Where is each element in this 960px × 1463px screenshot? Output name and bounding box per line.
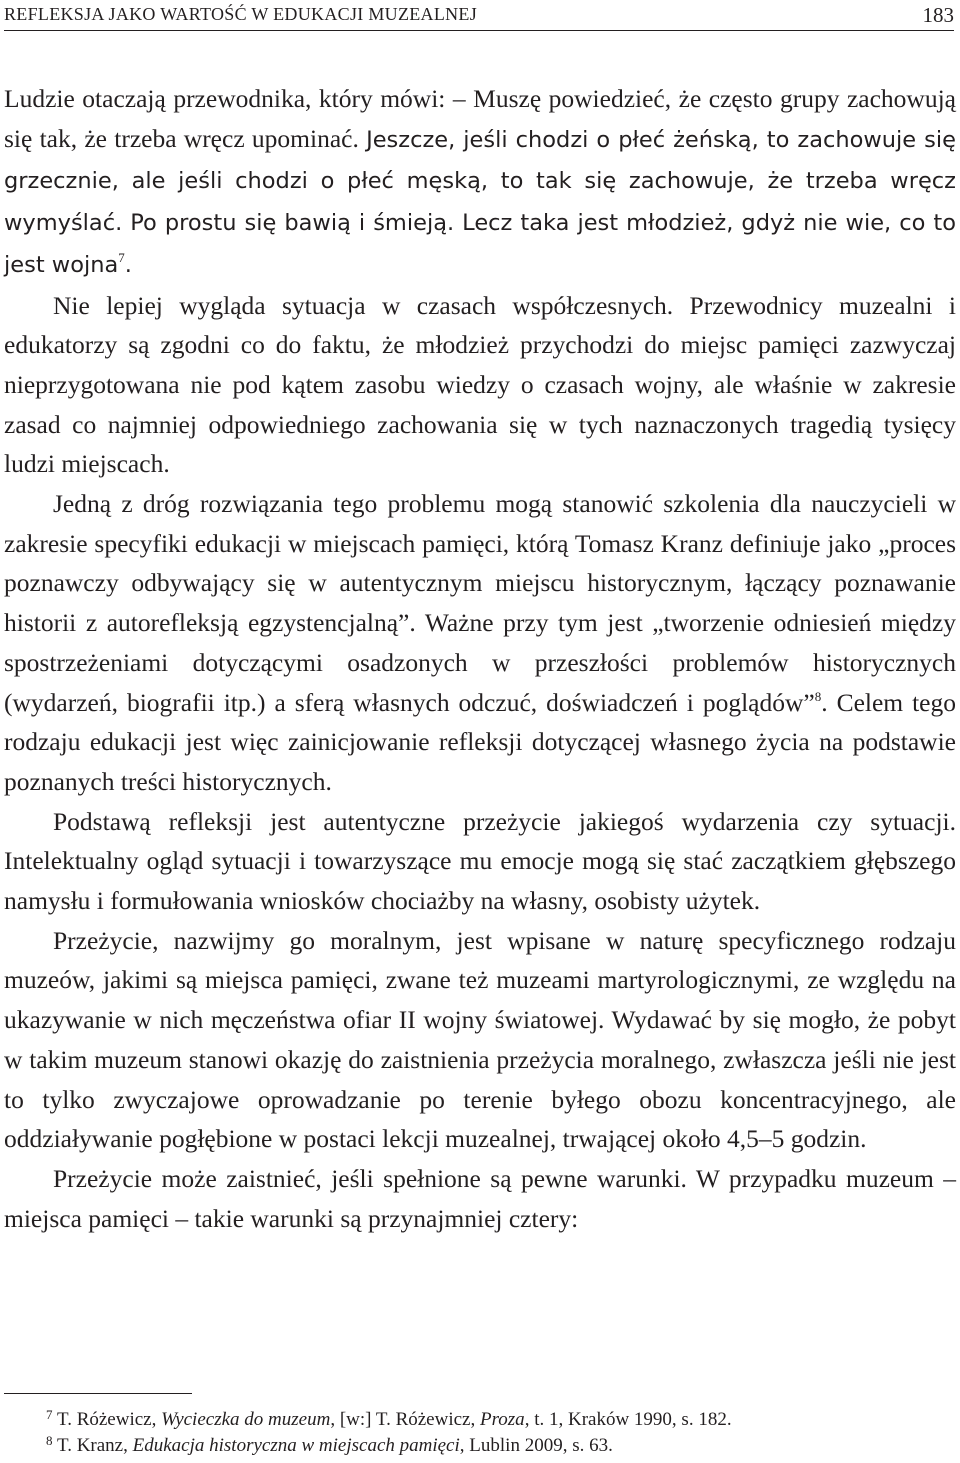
paragraph-6 [4, 1159, 956, 1238]
paragraph-2 [4, 286, 956, 485]
paragraph-4 [4, 802, 956, 921]
footnotes [4, 1407, 956, 1459]
paragraph-3 [4, 484, 956, 802]
footnote-7-title: Wycieczka do muzeum [161, 1409, 331, 1430]
running-head-title: REFLEKSJA JAKO WARTOŚĆ W EDUKACJI MUZEALNEJ [4, 4, 478, 24]
paragraph-1-end: . [124, 251, 132, 278]
footnote-7 [4, 1407, 956, 1433]
page-number: 183 [922, 3, 954, 27]
footnote-ref-7[interactable]: 7 [118, 249, 125, 265]
footnote-7-mid: , [w:] T. Różewicz, [330, 1409, 480, 1430]
paragraph-1-part-a: Ludzie otaczają przewodnika, który mówi: – Muszę powiedzieć, że często grupy zachowują się tak, że trzeba wręcz upominać. [4, 84, 956, 153]
footnote-8 [4, 1433, 956, 1459]
footnote-7-title-2: Proza [479, 1409, 525, 1430]
footnote-divider [4, 1393, 192, 1394]
paragraph-2-text: Nie lepiej wygląda sytuacja w czasach współczesnych. Przewodnicy muzealni i edukatorzy są zgodni co do faktu, że młodzież przychodzi do miejsc pamięci zazwyczaj nieprzygotowana nie pod kątem zasobu wiedzy o czasach wojny, ale właśnie w zakresie zasad co najmniej odpowiedniego zachowania się w tych naznaczonych tragedią tysięcy ludzi miejscach. [4, 290, 956, 479]
paragraph-5-text: Przeżycie, nazwijmy go moralnym, jest wpisane w naturę specyficznego rodzaju muzeów, jakimi są miejsca pamięci, zwane też muzeami martyrologicznymi, ze względu na ukazywanie w nich męczeństwa ofiar II wojny światowej. Wydawać by się mogło, że pobyt w takim muzeum stanowi okazję do zaistnienia przeżycia moralnego, zwłaszcza jeśli nie jest to tylko zwyczajowe oprowadzanie po terenie byłego obozu koncentracyjnego, ale oddziaływanie pogłębione w postaci lekcji muzealnej, trwającej około 4,5–5 godzin. [4, 925, 956, 1154]
footnote-8-title: Edukacja historyczna w miejscach pamięci [132, 1435, 460, 1456]
footnote-7-post: , t. 1, Kraków 1990, s. 182. [524, 1409, 732, 1430]
footnote-7-pre: T. Różewicz, [57, 1409, 162, 1430]
paragraph-4-text: Podstawą refleksji jest autentyczne przeżycie jakiegoś wydarzenia czy sytuacji. Intelektualny ogląd sytuacji i towarzyszące mu emocje mogą się stać zaczątkiem głębszego namysłu i formułowania wniosków chociażby na własny, osobisty użytek. [4, 806, 956, 916]
paragraph-3-text: Jedną z dróg rozwiązania tego problemu mogą stanowić szkolenia dla nauczycieli w zakresie specyfiki edukacji w miejscach pamięci, którą Tomasz Kranz definiuje jako „proces poznawczy odbywający się w autentycznym miejscu historycznym, łączący poznawanie historii z autorefleksją egzystencjalną”. Ważne przy tym jest „tworzenie odniesień między spostrzeżeniami dotyczącymi osadzonych w przeszłości problemów historycznych (wydarzeń, biografii itp.) a sferą własnych odczuć, doświadczeń i poglądów” [4, 489, 956, 717]
footnote-ref-8[interactable]: 8 [814, 688, 822, 704]
paragraph-6-text: Przeżycie może zaistnieć, jeśli spełnione są pewne warunki. W przypadku muzeum – miejsca pamięci – takie warunki są przynajmniej cztery: [4, 1163, 956, 1233]
footnote-8-post: , Lublin 2009, s. 63. [459, 1435, 613, 1456]
footnote-8-number: 8 [46, 1433, 53, 1448]
running-header [4, 0, 954, 31]
footnote-8-pre: T. Kranz, [57, 1435, 133, 1456]
paragraph-1-part-b: Jeszcze, jeśli chodzi o płeć żeńską, to zachowuje się grzecznie, ale jeśli chodzi o płeć męską, to tak się zachowuje, że trzeba wręcz wymyślać. Po prostu się bawią i śmieją. Lecz taka jest młodzież, gdyż nie wie, co to jest wojna [4, 126, 956, 278]
paragraph-3-end: . Celem tego rodzaju edukacji jest więc zainicjowanie refleksji dotyczącej własnego życia na podstawie poznanych treści historycznych. [4, 687, 956, 796]
body-text [4, 79, 956, 1238]
paragraph-1 [4, 79, 956, 286]
footnote-7-number: 7 [46, 1407, 53, 1422]
paragraph-5 [4, 921, 956, 1159]
